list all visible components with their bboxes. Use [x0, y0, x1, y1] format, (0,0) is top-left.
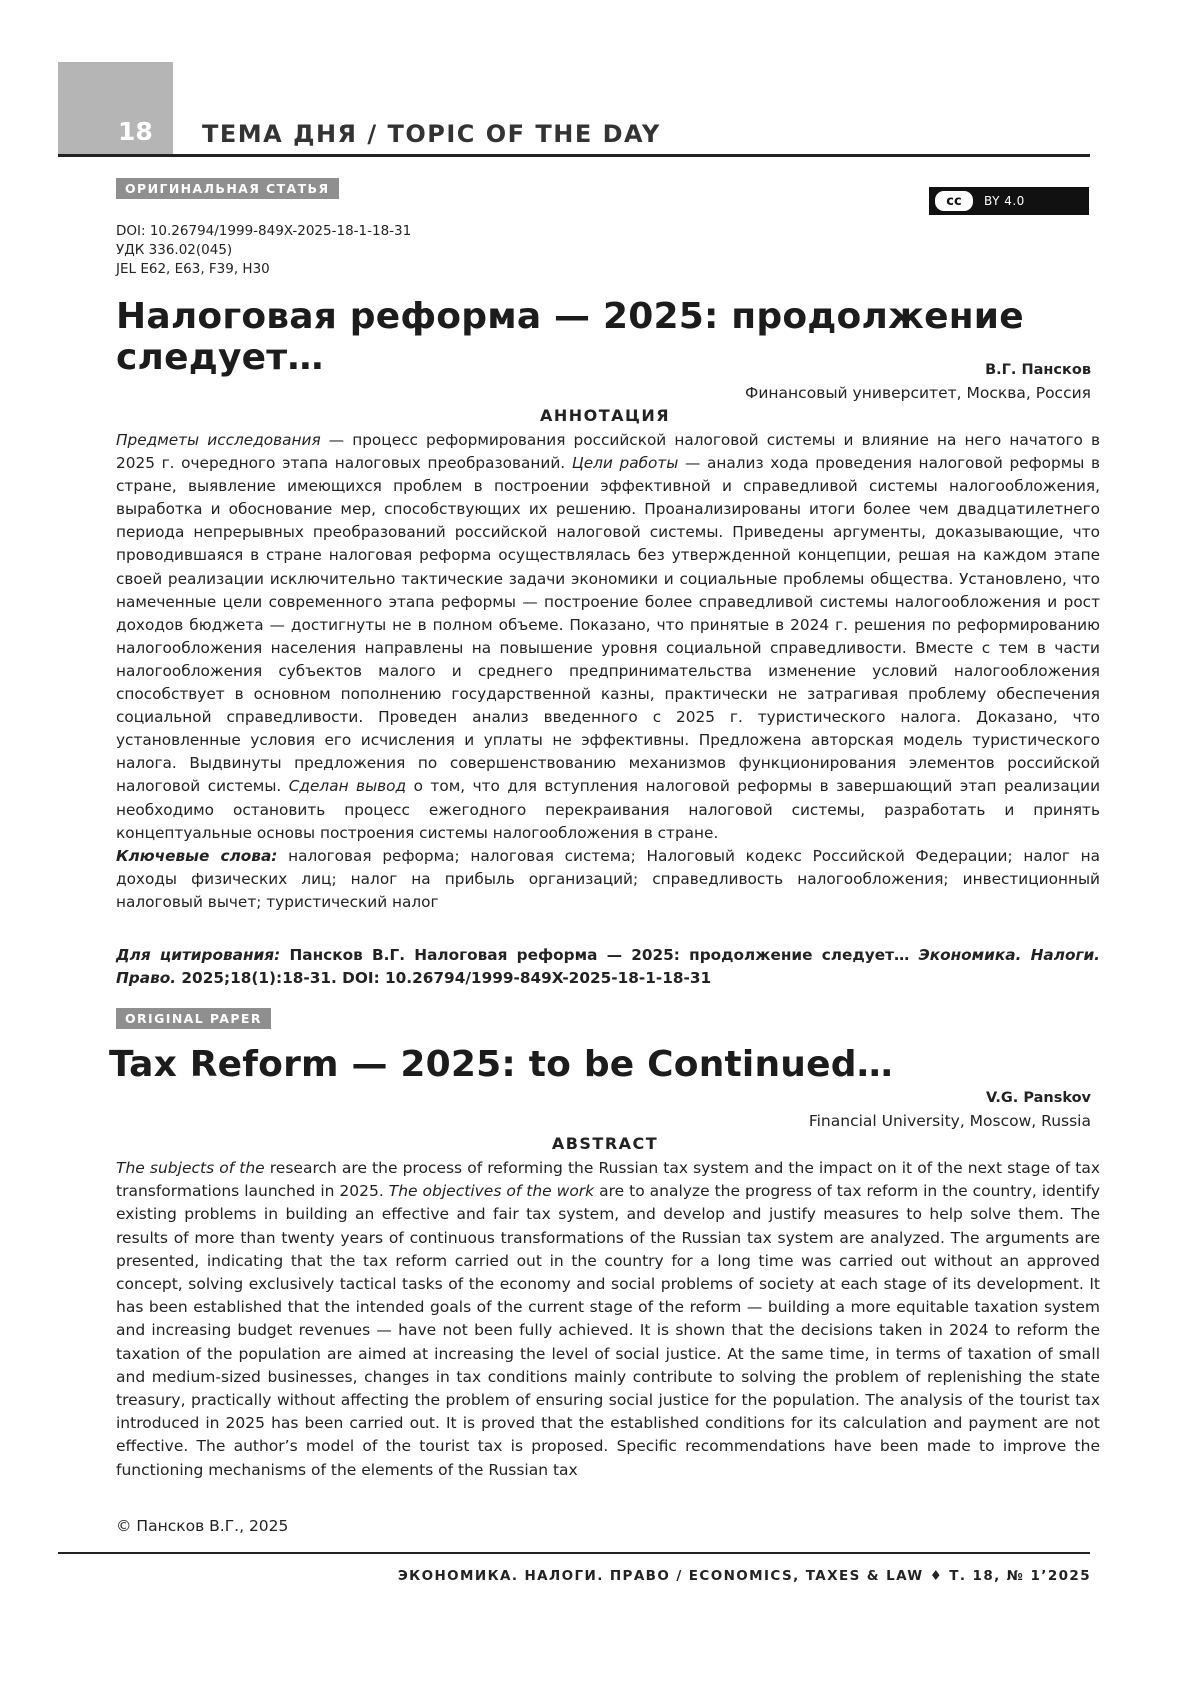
- en-abstract-subjects: The subjects of the: [116, 1159, 265, 1177]
- en-affiliation: Financial University, Moscow, Russia: [808, 1112, 1091, 1130]
- header-rule: [58, 154, 1090, 157]
- footer-rule: [58, 1552, 1090, 1554]
- journal-footer: ЭКОНОМИКА. НАЛОГИ. ПРАВО / ECONOMICS, TAXES & LAW ♦ Т. 18, № 1’2025: [397, 1568, 1091, 1584]
- en-title: Tax Reform — 2025: to be Continued…: [109, 1044, 893, 1085]
- ru-title: Налоговая реформа — 2025: продолжение следует…: [116, 296, 1024, 378]
- license-label: BY 4.0: [984, 194, 1025, 208]
- udk: УДК 336.02(045): [116, 242, 233, 258]
- copyright: © Пансков В.Г., 2025: [116, 1517, 289, 1535]
- en-author: V.G. Panskov: [986, 1090, 1091, 1106]
- keywords-label: Ключевые слова:: [116, 846, 278, 865]
- original-article-tag: ОРИГИНАЛЬНАЯ СТАТЬЯ: [116, 178, 339, 199]
- page-number: 18: [118, 117, 153, 146]
- doi[interactable]: DOI: 10.26794/1999-849X-2025-18-1-18-31: [116, 223, 412, 239]
- en-abstract: The subjects of the research are the process of reforming the Russian tax system and the impact on it of the next stage of tax transformations launched in 2025. The objectives of the work are to analyze the progress of tax reform in the country, identify existing problems in building an effective and fair tax system, and develop and justify measures to help solve them. The results of more than twenty years of continuous transformations of the Russian tax system are analyzed. The arguments are presented, indicating that the tax reform carried out in the country for a long time was carried out without an approved concept, solving exclusively tactical tasks of the economy and social problems of society at each stage of its development. It has been established that the intended goals of the current stage of the reform — building a more equitable taxation system and increasing budget revenues — have not been fully achieved. It is shown that the decisions taken in 2024 to reform the taxation of the population are aimed at increasing the level of social justice. At the same time, in terms of taxation of small and medium-sized businesses, changes in tax conditions mainly contribute to solving the problem of replenishing the state treasury, practically without affecting the problem of ensuring social justice for the population. The analysis of the tourist tax introduced in 2025 has been carried out. It is proved that the established conditions for its calculation and payment are not effective. The author’s model of the tourist tax is proposed. Specific recommendations have been made to improve the functioning mechanisms of the elements of the Russian tax: [116, 1159, 1101, 1479]
- en-abstract-heading: ABSTRACT: [551, 1134, 659, 1153]
- ru-abstract-heading: АННОТАЦИЯ: [539, 406, 671, 425]
- ru-affiliation: Финансовый университет, Москва, Россия: [745, 384, 1091, 402]
- keywords: налоговая реформа; налоговая система; Налоговый кодекс Российской Федерации; налог на доходы физических лиц; налог на прибыль организаций; справедливость налогообложения; инвестиционный налоговый вычет; туристический налог: [116, 846, 1100, 911]
- original-paper-tag: ORIGINAL PAPER: [116, 1008, 271, 1029]
- citation: Для цитирования: Пансков В.Г. Налоговая реформа — 2025: продолжение следует… Экономика. Налоги. Право. 2025;18(1):18-31. DOI: 10.26794/1999-849X-2025-18-1-18-31: [116, 946, 1100, 987]
- cc-license-badge[interactable]: [929, 187, 1089, 215]
- ru-author: В.Г. Пансков: [985, 362, 1091, 378]
- cc-icon: cc: [934, 190, 974, 212]
- jel: JEL E62, E63, F39, H30: [116, 261, 270, 277]
- ru-abstract-subjects: Предметы исследования: [116, 431, 321, 449]
- ru-abstract: Предметы исследования — процесс реформирования российской налоговой системы и влияние на него начатого в 2025 г. очередного этапа налоговых преобразований. Цели работы — анализ хода проведения налоговой реформы в стране, выявление имеющихся проблем в построении эффективной и справедливой системы налогообложения, выработка и обоснование мер, способствующих их решению. Проанализированы итоги более чем двадцатилетнего периода непрерывных преобразований российской налоговой системы. Приведены аргументы, доказывающие, что проводившаяся в стране налоговая реформа осуществлялась без утвержденной концепции, решая на каждом этапе своей реализации исключительно тактические задачи экономики и социальные проблемы общества. Установлено, что намеченные цели современного этапа реформы — построение более справедливой системы налогообложения и рост доходов бюджета — достигнуты не в полном объеме. Показано, что принятые в 2024 г. решения по реформированию налогообложения населения направлены на повышение уровня социальной справедливости. Вместе с тем в части налогообложения субъектов малого и среднего предпринимательства изменение условий налогообложения способствует в основном пополнению государственной казны, практически не затрагивая проблему обеспечения социальной справедливости. Проведен анализ введенного с 2025 г. туристического налога. Доказано, что установленные условия его исчисления и уплаты не эффективны. Предложена авторская модель туристического налога. Выдвинуты предложения по совершенствованию механизмов функционирования элементов российской налоговой системы. Сделан вывод о том, что для вступления налоговой реформы в завершающий этап реализации необходимо остановить процесс ежегодного перекраивания налоговой системы, разработать и принять концептуальные основы построения системы налогообложения в стране. Ключевые слова: налоговая реформа; налоговая система; Налоговый кодекс Российской Федерации; налог на доходы физических лиц; налог на прибыль организаций; справедливость налогообложения; инвестиционный налоговый вычет; туристический налог: [116, 431, 1101, 911]
- page-number-box: [58, 62, 173, 154]
- section-title: ТЕМА ДНЯ / TOPIC OF THE DAY: [202, 120, 661, 148]
